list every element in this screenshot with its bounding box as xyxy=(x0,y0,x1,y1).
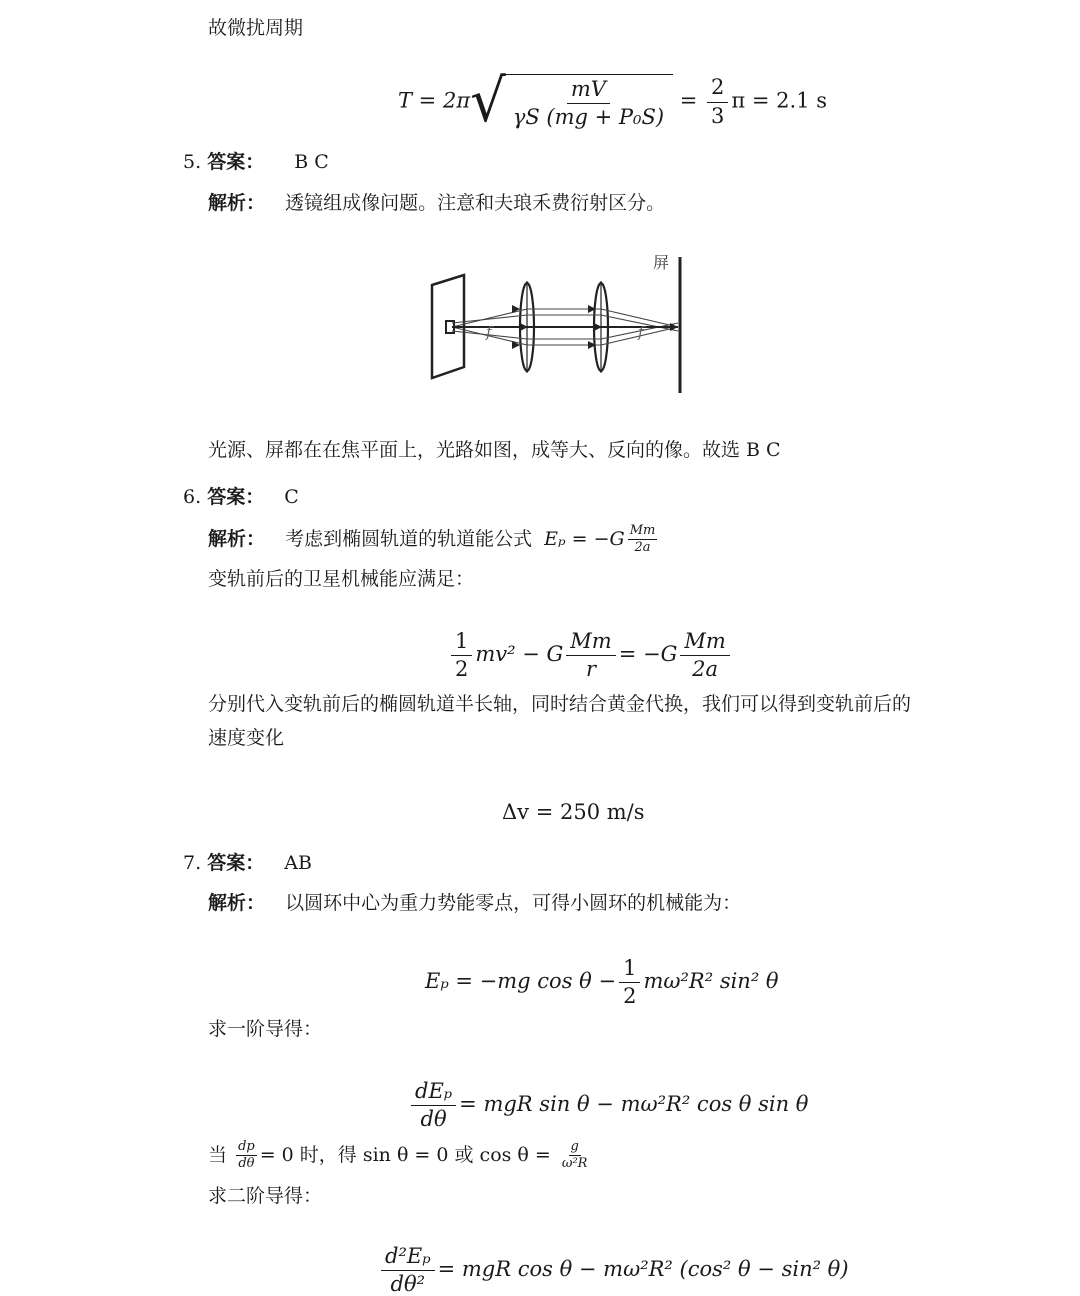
cond-prefix: 当 xyxy=(208,1143,228,1166)
period-frac-num: 2 xyxy=(707,76,728,102)
q6-number: 6. xyxy=(183,486,202,508)
energy-equation xyxy=(448,630,733,681)
d1-rhs: = mgR sin θ − mω²R² cos θ sin θ xyxy=(459,1092,809,1117)
q7-answer: AB xyxy=(284,852,312,874)
period-frac-den: 3 xyxy=(711,103,725,128)
focal-label-2: f xyxy=(638,323,644,341)
q7-first-derivative-label: 求一阶导得： xyxy=(208,1018,323,1040)
d1-num: dEₚ xyxy=(411,1080,456,1106)
d2-den: dθ² xyxy=(390,1272,426,1296)
q5-analysis: 透镜组成像问题。注意和夫琅禾费衍射区分。 xyxy=(285,192,666,214)
screen-label: 屏 xyxy=(653,253,670,272)
q6-line4: 速度变化 xyxy=(208,727,285,749)
q5-answer-label: 答案： xyxy=(207,151,265,173)
q5-analysis-line xyxy=(208,189,665,217)
ep-rhs: mω²R² sin² θ xyxy=(643,969,779,994)
q5-number: 5. xyxy=(183,151,202,173)
cond-num2: g xyxy=(569,1140,581,1156)
d1-den: dθ xyxy=(420,1107,447,1132)
cond-den2: ω²R xyxy=(561,1156,588,1172)
period-den: γS (mg + P₀S) xyxy=(512,105,665,129)
q6-line3: 分别代入变轨前后的椭圆轨道半长轴，同时结合黄金代换，我们可以得到变轨前后的 xyxy=(208,693,912,715)
q6-analysis-label: 解析： xyxy=(208,527,266,550)
q6-answer-line xyxy=(183,483,299,511)
q6-analysis-line xyxy=(208,524,660,556)
q7-second-derivative-label: 求二阶导得： xyxy=(208,1185,323,1207)
ep-num: 1 xyxy=(619,957,640,983)
ep-lhs: Eₚ = −mg cos θ − xyxy=(425,969,617,994)
q6-formula-lhs: Eₚ = −G xyxy=(544,527,625,550)
q7-answer-label: 答案： xyxy=(207,852,265,874)
d2-num: d²Eₚ xyxy=(381,1245,435,1271)
cond-den: dθ xyxy=(238,1156,255,1172)
intro-text: 故微扰周期 xyxy=(208,17,304,39)
sqrt-symbol: √ $\frac{mV}{\text{γS (mg + P₀S)}}$ xyxy=(470,74,673,130)
q5-answer: B C xyxy=(294,151,329,173)
q7-analysis-label: 解析： xyxy=(208,892,266,914)
q7-answer-line xyxy=(183,849,312,877)
energy-mid: = −G xyxy=(618,642,678,667)
q6-formula-den: 2a xyxy=(634,540,651,556)
d2-equation xyxy=(378,1245,849,1296)
period-tail: π = 2.1 s xyxy=(731,88,828,113)
q5-analysis-label: 解析： xyxy=(208,192,266,214)
q5-answer-line xyxy=(183,148,329,176)
focal-label-1: f xyxy=(486,323,492,341)
q7-analysis-line xyxy=(208,889,741,917)
lens-diagram xyxy=(420,245,690,400)
period-num: mV xyxy=(567,78,610,104)
ep-den: 2 xyxy=(623,984,637,1009)
q7-number: 7. xyxy=(183,852,202,874)
d2-rhs: = mgR cos θ − mω²R² (cos² θ − sin² θ) xyxy=(437,1257,849,1282)
period-lhs: T = 2π xyxy=(398,88,471,113)
energy-left: mv² − G xyxy=(475,642,564,667)
q7-condition xyxy=(208,1140,592,1172)
cond-num: dp xyxy=(236,1140,257,1156)
energy-num3: Mm xyxy=(680,630,729,656)
q6-formula-num: Mm xyxy=(628,524,658,540)
q6-answer-label: 答案： xyxy=(207,486,265,508)
q5-conclusion: 光源、屏都在在焦平面上，光路如图，成等大、反向的像。故选 B C xyxy=(208,439,781,461)
energy-num2: Mm xyxy=(566,630,615,656)
cond-mid: = 0 时，得 sin θ = 0 或 cos θ = xyxy=(259,1143,551,1166)
ep-equation xyxy=(425,957,779,1008)
period-mid: = xyxy=(679,88,698,113)
energy-num1: 1 xyxy=(451,630,472,656)
q6-line2: 变轨前后的卫星机械能应满足： xyxy=(208,568,475,590)
q6-analysis: 考虑到椭圆轨道的轨道能公式 xyxy=(285,527,533,550)
q6-answer: C xyxy=(284,486,299,508)
energy-den1: 2 xyxy=(455,657,469,682)
d1-equation xyxy=(408,1080,808,1131)
energy-den3: 2a xyxy=(692,657,719,682)
dv-equation: Δv = 250 m/s xyxy=(502,800,645,824)
q7-analysis: 以圆环中心为重力势能零点，可得小圆环的机械能为： xyxy=(285,892,742,914)
period-equation xyxy=(398,67,828,136)
energy-den2: r xyxy=(585,657,597,682)
